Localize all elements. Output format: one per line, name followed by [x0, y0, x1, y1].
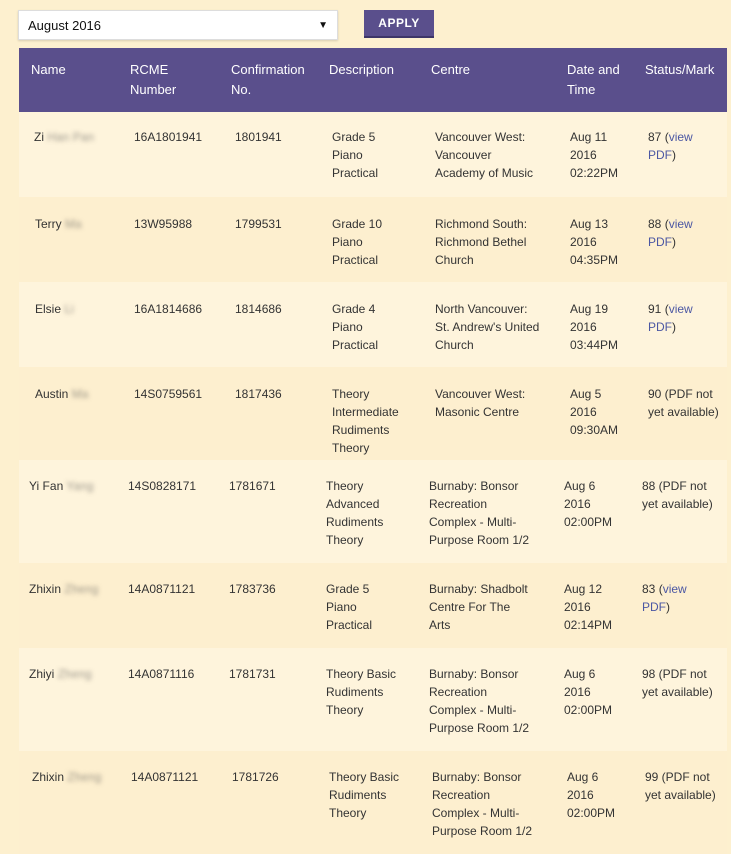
rcme-number: 16A1801941: [134, 130, 203, 144]
redacted-last-name: Li: [64, 302, 74, 316]
rcme-number: 14A0871121: [131, 770, 199, 784]
status-text: 99 (PDF not yet available): [645, 770, 716, 802]
cell-datetime: [570, 128, 625, 182]
redacted-last-name: Ma: [65, 217, 82, 231]
cell-description: [326, 665, 401, 719]
cell-name: [32, 768, 112, 786]
cell-datetime: [570, 385, 625, 439]
status-text: 88 (PDF not yet available): [642, 479, 713, 511]
cell-name: [29, 665, 109, 683]
centre-text: North Vancouver: St. Andrew's United Church: [435, 302, 540, 352]
datetime-text: Aug 13 2016 04:35PM: [570, 217, 619, 267]
cell-rcme: [134, 385, 224, 403]
centre-text: Burnaby: Shadbolt Centre For The Arts: [429, 582, 528, 632]
first-name: Zhixin: [29, 582, 62, 596]
mark-paren-open: (: [664, 302, 669, 316]
table-row: [19, 751, 727, 854]
cell-datetime: [564, 665, 619, 719]
status-text: 90 (PDF not yet available): [648, 387, 719, 419]
cell-description: [332, 215, 407, 269]
cell-confirmation: [235, 215, 320, 233]
header-name: Name: [31, 62, 66, 77]
redacted-last-name: Zheng: [57, 667, 92, 681]
header-datetime: Date and Time: [567, 62, 620, 97]
confirmation-number: 1781731: [229, 667, 276, 681]
centre-text: Burnaby: Bonsor Recreation Complex - Multi-Purpose Room 1/2: [429, 667, 530, 735]
cell-rcme: [134, 300, 224, 318]
description-text: Theory Intermediate Rudiments Theory: [332, 387, 399, 455]
datetime-text: Aug 6 2016 02:00PM: [567, 770, 616, 820]
view-pdf-link[interactable]: view PDF: [648, 217, 693, 249]
cell-centre: [432, 768, 537, 840]
first-name: Zhiyi: [29, 667, 55, 681]
cell-rcme: [134, 215, 224, 233]
centre-text: Richmond South: Richmond Bethel Church: [435, 217, 528, 267]
description-text: Grade 4 Piano Practical: [332, 302, 379, 352]
confirmation-number: 1799531: [235, 217, 282, 231]
view-pdf-link[interactable]: view PDF: [648, 130, 693, 162]
rcme-number: 14A0871121: [128, 582, 196, 596]
cell-confirmation: [235, 385, 320, 403]
cell-name: [29, 477, 109, 495]
mark-paren-close: ): [666, 600, 670, 614]
month-select[interactable]: [18, 10, 338, 40]
first-name: Yi Fan: [29, 479, 64, 493]
datetime-text: Aug 6 2016 02:00PM: [564, 479, 613, 529]
cell-confirmation: [229, 580, 314, 598]
rcme-number: 14S0828171: [128, 479, 197, 493]
cell-centre: [435, 215, 540, 269]
table-row: [19, 648, 727, 751]
mark-paren-open: (: [664, 217, 669, 231]
first-name: Zi: [34, 130, 44, 144]
cell-name: [35, 300, 115, 318]
mark-paren-close: ): [672, 148, 676, 162]
cell-datetime: [564, 477, 619, 531]
header-rcme: RCME Number: [130, 62, 177, 97]
description-text: Theory Basic Rudiments Theory: [329, 770, 400, 820]
results-table: [19, 48, 727, 854]
table-row: [19, 282, 727, 367]
first-name: Zhixin: [32, 770, 65, 784]
centre-text: Vancouver West: Vancouver Academy of Music: [435, 130, 534, 180]
cell-status: [642, 665, 714, 701]
mark-paren-open: (: [664, 130, 669, 144]
redacted-last-name: Ma: [71, 387, 89, 401]
table-row: [19, 197, 727, 282]
description-text: Grade 5 Piano Practical: [326, 582, 373, 632]
cell-confirmation: [232, 768, 317, 786]
centre-text: Burnaby: Bonsor Recreation Complex - Multi-Purpose Room 1/2: [429, 479, 530, 547]
cell-status: [648, 215, 720, 251]
description-text: Theory Basic Rudiments Theory: [326, 667, 397, 717]
cell-confirmation: [229, 665, 314, 683]
cell-datetime: [564, 580, 619, 634]
header-status: Status/Mark: [645, 62, 715, 77]
confirmation-number: 1781726: [232, 770, 279, 784]
rcme-number: 16A1814686: [134, 302, 203, 316]
cell-rcme: [128, 477, 218, 495]
redacted-last-name: Han Pan: [47, 130, 95, 144]
cell-confirmation: [235, 300, 320, 318]
table-row: [19, 367, 727, 460]
table-row: [19, 460, 727, 563]
datetime-text: Aug 19 2016 03:44PM: [570, 302, 619, 352]
dropdown-arrow-icon: ▼: [318, 19, 328, 31]
table-row: [19, 112, 727, 197]
cell-description: [326, 580, 401, 634]
cell-name: [35, 385, 115, 403]
redacted-last-name: Yang: [66, 479, 94, 493]
cell-centre: [429, 477, 534, 549]
header-description: Description: [329, 62, 395, 77]
cell-name: [35, 215, 115, 233]
mark-value: 88: [648, 217, 662, 231]
cell-rcme: [128, 665, 218, 683]
cell-status: [642, 477, 714, 513]
first-name: Terry: [35, 217, 62, 231]
view-pdf-link[interactable]: view PDF: [642, 582, 687, 614]
confirmation-number: 1817436: [235, 387, 282, 401]
cell-rcme: [134, 128, 224, 146]
cell-datetime: [570, 215, 625, 269]
rcme-number: 13W95988: [134, 217, 193, 231]
cell-description: [332, 385, 407, 457]
cell-centre: [435, 385, 540, 421]
description-text: Grade 5 Piano Practical: [332, 130, 379, 180]
cell-description: [326, 477, 401, 549]
datetime-text: Aug 12 2016 02:14PM: [564, 582, 613, 632]
cell-centre: [435, 300, 540, 354]
confirmation-number: 1781671: [229, 479, 276, 493]
table-body: [19, 112, 727, 854]
redacted-last-name: Zheng: [64, 582, 99, 596]
confirmation-number: 1801941: [235, 130, 282, 144]
datetime-text: Aug 6 2016 02:00PM: [564, 667, 613, 717]
cell-name: [29, 580, 109, 598]
rcme-number: 14S0759561: [134, 387, 203, 401]
centre-text: Vancouver West: Masonic Centre: [435, 387, 526, 419]
cell-confirmation: [235, 128, 320, 146]
centre-text: Burnaby: Bonsor Recreation Complex - Multi-Purpose Room 1/2: [432, 770, 533, 838]
header-confirmation: Confirmation No.: [231, 62, 305, 97]
cell-centre: [429, 580, 534, 634]
mark-value: 87: [648, 130, 662, 144]
month-select-value: August 2016: [28, 17, 102, 33]
cell-name: [34, 128, 114, 146]
cell-status: [648, 128, 720, 164]
confirmation-number: 1783736: [229, 582, 276, 596]
cell-status: [642, 580, 714, 616]
status-text: 98 (PDF not yet available): [642, 667, 713, 699]
cell-status: [648, 300, 720, 336]
cell-description: [332, 128, 407, 182]
cell-description: [332, 300, 407, 354]
cell-datetime: [567, 768, 622, 822]
cell-confirmation: [229, 477, 314, 495]
mark-paren-open: (: [658, 582, 663, 596]
cell-rcme: [131, 768, 221, 786]
mark-value: 91: [648, 302, 662, 316]
first-name: Austin: [35, 387, 69, 401]
mark-paren-close: ): [672, 235, 676, 249]
mark-value: 83: [642, 582, 656, 596]
view-pdf-link[interactable]: view PDF: [648, 302, 693, 334]
datetime-text: Aug 5 2016 09:30AM: [570, 387, 619, 437]
first-name: Elsie: [35, 302, 62, 316]
datetime-text: Aug 11 2016 02:22PM: [570, 130, 619, 180]
table-header: [19, 48, 727, 112]
mark-paren-close: ): [672, 320, 676, 334]
cell-datetime: [570, 300, 625, 354]
cell-status: [645, 768, 717, 804]
apply-button[interactable]: APPLY: [364, 10, 434, 38]
cell-centre: [429, 665, 534, 737]
cell-rcme: [128, 580, 218, 598]
table-row: [19, 563, 727, 648]
cell-centre: [435, 128, 540, 182]
header-centre: Centre: [431, 62, 471, 77]
redacted-last-name: Zheng: [67, 770, 102, 784]
cell-status: [648, 385, 720, 421]
confirmation-number: 1814686: [235, 302, 282, 316]
cell-description: [329, 768, 404, 822]
description-text: Theory Advanced Rudiments Theory: [326, 479, 384, 547]
rcme-number: 14A0871116: [128, 667, 195, 681]
description-text: Grade 10 Piano Practical: [332, 217, 383, 267]
